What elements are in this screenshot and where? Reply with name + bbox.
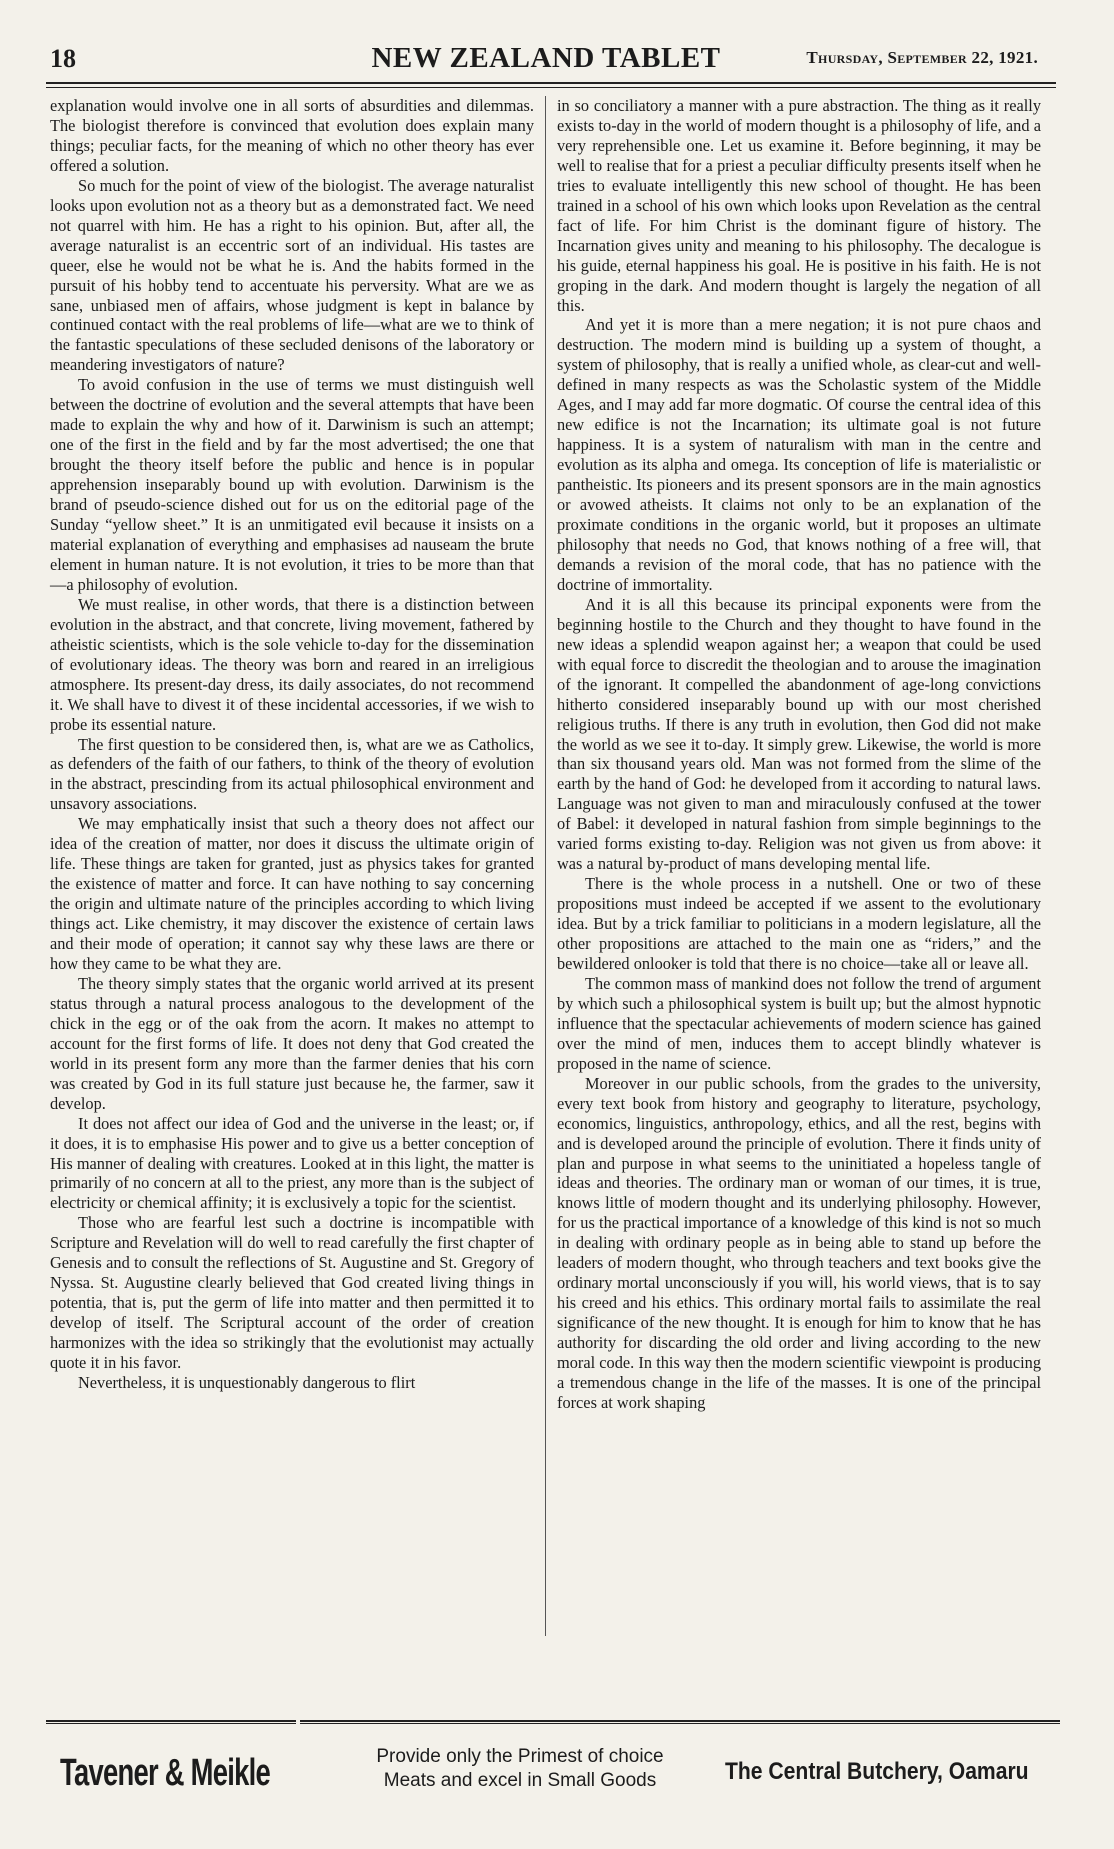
paragraph: in so conciliatory a manner with a pure abstraction. The thing as it really exists to-day in the world of modern thought is a philosophy of life, and a very reprehensible one. Let us examine it. Before beginning, it may be well to realise that for a priest a peculiar difficulty presents itself when he tries to evaluate intelligently this new school of thought. He has been trained in a school of his own which looks upon Revelation as the central fact of life. For him Christ is the dominant figure of history. The Incarnation gives unity and meaning to his philosophy. The decalogue is his guide, eternal happiness his goal. He is positive in his faith. He is not groping in the dark. And modern thought is largely the negation of all this. xyxy=(557,96,1041,315)
footer-rule-left xyxy=(46,1720,296,1724)
page-header xyxy=(46,40,1046,82)
paragraph: Moreover in our public schools, from the grades to the university, every text book from history and geography to literature, psychology, economics, linguistics, anthropology, ethics, and all the rest, begins with and is developed around the principle of evolution. There it finds unity of plan and purpose in what seems to the uninitiated a hopeless tangle of ideas and theories. The ordinary man or woman of our times, it is true, knows little of modern thought and its underlying philosophy. However, for us the practical importance of a knowledge of this kind is not so much in dealing with ordinary people as in being able to stand up before the leaders of modern thought, who through teachers and text books give the ordinary mortal unconsciously if you will, his world views, that is to say his creed and his ethics. This ordinary mortal fails to assimilate the real significance of the new thought. It is enough for him to know that he has authority for discarding the old order and living according to the new moral code. In this way then the modern scientific viewpoint is producing a tremendous change in the life of the masses. It is one of the principal forces at work shaping xyxy=(557,1073,1041,1412)
newspaper-title: NEW ZEALAND TABLET xyxy=(371,42,721,74)
paragraph: Those who are fearful lest such a doctrine is incompatible with Scripture and Revelation will do well to read carefully the first chapter of Genesis and to consult the reflections of St. Augustine and St. Gregory of Nyssa. St. Augustine clearly believed that God created living things in potentia, that is, put the germ of life into matter and then permitted it to develop of itself. The Scriptural account of the order of creation harmonizes with the idea so strikingly that the evolutionist may actually quote it in his favor. xyxy=(50,1213,534,1373)
paragraph: It does not affect our idea of God and the universe in the least; or, if it does, it is to emphasise His power and to give us a better conception of His manner of dealing with creatures. Looked at in this light, the matter is primarily of no concern at all to the priest, any more than is the subject of electricity or chemical affinity; it is exclusively a topic for the scientist. xyxy=(50,1113,534,1213)
advertiser-name: Tavener & Meikle xyxy=(60,1752,270,1794)
footer-rule xyxy=(300,1720,1060,1724)
issue-date: Thursday, September 22, 1921. xyxy=(806,48,1038,67)
paragraph: explanation would involve one in all sorts of absurdities and dilemmas. The biologist therefore is convinced that evolution does explain many things; peculiar facts, for the meaning of which no other theory has ever offered a solution. xyxy=(50,96,534,175)
paragraph: The first question to be considered then, is, what are we as Catholics, as defenders of the faith of our fathers, to think of the theory of evolution in the abstract, prescinding from its actual philosophical environment and unsavory associations. xyxy=(50,734,534,814)
paragraph: The common mass of mankind does not follow the trend of argument by which such a philosophical system is built up; but the almost hypnotic influence that the spectacular achievements of modern science has gained over the mind of men, induces them to accept blindly whatever is proposed in the name of science. xyxy=(557,973,1041,1073)
slogan-line: Meats and excel in Small Goods xyxy=(383,1770,657,1791)
paragraph: And it is all this because its principal exponents were from the beginning hostile to the Church and they thought to have found in the new ideas a splendid weapon against her; a weapon that could be used with equal force to discredit the theologian and to arouse the imagination of the ignorant. It compelled the abandonment of age-long convictions hitherto considered inseparably bound up with our most cherished religious truths. If there is any truth in evolution, then God did not make the world as we see it to-day. It simply grew. Likewise, the world is more than six thousand years old. Man was not formed from the slime of the earth by the hand of God: he developed from it according to natural laws. Language was not given to man and miraculously confused at the tower of Babel: it developed in natural fashion from simple beginnings to the varied forms existing to-day. Religion was not given us from above: it was a natural by-product of mans developing mental life. xyxy=(557,594,1041,874)
paragraph: We must realise, in other words, that there is a distinction between evolution in the abstract, and that concrete, living movement, fathered by atheistic scientists, which is the sole vehicle to-day for the dissemination of evolutionary ideas. The theory was born and reared in an irreligious atmosphere. Its present-day dress, its daily associates, do not recommend it. We shall have to divest it of these incidental accessories, if we wish to probe its essential nature. xyxy=(50,594,534,734)
slogan-line: Provide only the Primest of choice xyxy=(376,1746,664,1767)
paragraph: There is the whole process in a nutshell. One or two of these propositions must indeed be accepted if we assent to the evolutionary idea. But by a trick familiar to politicians in a modern legislature, all the other propositions are attached to the main one as “riders,” and the bewildered onlooker is told that there is no choice—take all or leave all. xyxy=(557,874,1041,973)
left-column xyxy=(50,96,534,1393)
advertisement-slogan xyxy=(360,1745,680,1793)
paragraph: The theory simply states that the organic world arrived at its present status through a natural process analogous to the development of the chick in the egg or of the oak from the acorn. It makes no attempt to account for the first forms of life. It does not deny that God created the world in its present form any more than the farmer denies that his corn was created by God in its full stature just because he, the farmer, saw it develop. xyxy=(50,973,534,1113)
butchery-name: The Central Butchery, Oamaru xyxy=(725,1758,1029,1785)
right-column xyxy=(557,96,1041,1413)
page-number: 18 xyxy=(50,44,76,73)
paragraph: And yet it is more than a mere negation; it is not pure chaos and destruction. The modern mind is building up a system of thought, a system of philosophy, that is really a unified whole, as clear-cut and well-defined in many respects as was the Scholastic system of the Middle Ages, and I may add far more dogmatic. Of course the central idea of this new edifice is not the Incarnation; its ultimate goal is not future happiness. It is a system of naturalism with man in the centre and evolution as its alpha and omega. Its conception of life is materialistic or pantheistic. Its pioneers and its present sponsors are in the main agnostics or avowed atheists. It claims not only to be an explanation of the proximate conditions in the organic world, but it proposes an ultimate philosophy that needs no God, that knows nothing of a free will, that demands a revision of the moral code, that has no patience with the doctrine of immortality. xyxy=(557,315,1041,594)
paragraph: Nevertheless, it is unquestionably dangerous to flirt xyxy=(78,1373,416,1392)
header-rule xyxy=(46,82,1056,88)
paragraph: So much for the point of view of the biologist. The average naturalist looks upon evolution not as a theory but as a demonstrated fact. We need not quarrel with him. He has a right to his opinion. But, after all, the average naturalist is an eccentric sort of an individual. His tastes are queer, else he would not be what he is. And the habits formed in the pursuit of his hobby tend to accentuate his perversity. What are we as sane, unbiased men of affairs, whose judgment is kept in balance by continued contact with the real problems of life—what are we to think of the fantastic speculations of these secluded denisons of the laboratory or meandering investigators of nature? xyxy=(50,175,534,375)
paragraph: To avoid confusion in the use of terms we must distinguish well between the doctrine of evolution and the several attempts that have been made to explain the why and how of it. Darwinism is such an attempt; one of the first in the field and by far the most advertised; the one that brought the theory itself before the public and hence is in popular apprehension inseparably bound up with evolution. Darwinism is the brand of pseudo-science dished out for us on the editorial page of the Sunday “yellow sheet.” It is an unmitigated evil because it insists on a material explanation of everything and emphasises ad nauseam the brute element in human nature. It is not evolution, it tries to be more than that—a philosophy of evolution. xyxy=(50,375,534,594)
column-divider xyxy=(545,96,546,1636)
paragraph: We may emphatically insist that such a theory does not affect our idea of the creation of matter, nor does it discuss the ultimate origin of life. These things are taken for granted, just as physics takes for granted the existence of matter and force. It can have nothing to say concerning the origin and ultimate nature of the principles according to which living things act. Like chemistry, it may discover the existence of certain laws and their mode of operation; it cannot say why these laws are there or how they came to be what they are. xyxy=(50,814,534,973)
